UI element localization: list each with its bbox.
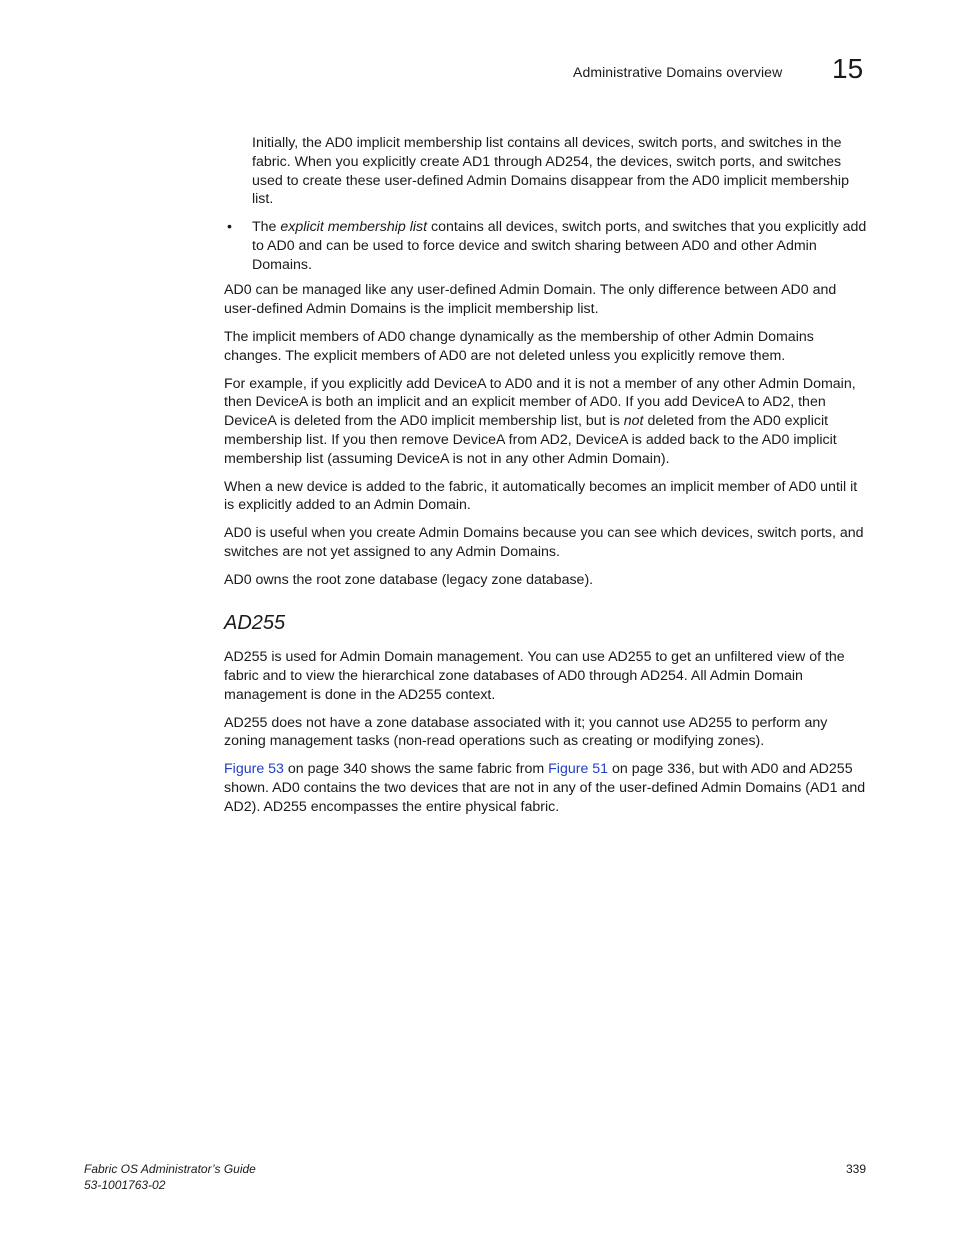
paragraph-example bbox=[224, 375, 870, 469]
paragraph-ad0-useful: AD0 is useful when you create Admin Domains because you can see which devices, switch ports, and switches are not yet assigned to any Admin Domains. bbox=[224, 525, 864, 561]
bullet-item-explicit-list bbox=[224, 218, 870, 274]
section-heading-ad255: AD255 bbox=[224, 612, 286, 635]
page-body bbox=[224, 134, 870, 826]
figure-ref-text-2: on page 336, but with AD0 and AD255 shown. AD0 contains the two devices that are not in any of the user-defined Admin Domains (AD1 and AD2). AD255 encompasses the entire physical fabric. bbox=[224, 761, 866, 815]
example-text-after: deleted from the AD0 explicit membership list. If you then remove DeviceA from AD2, DeviceA is added back to the AD0 implicit membership list (assuming DeviceA is not in any other Admin Domain). bbox=[224, 413, 837, 467]
paragraph-root-zone: AD0 owns the root zone database (legacy zone database). bbox=[224, 572, 594, 589]
paragraph-ad0-implicit-intro: Initially, the AD0 implicit membership list contains all devices, switch ports, and switches in the fabric. When you explicitly create AD1 through AD254, the devices, switch ports, and switches used to create these user-defined Admin Domains disappear from the AD0 implicit membership list. bbox=[252, 135, 849, 208]
bullet-emphasis: explicit membership list bbox=[280, 219, 428, 236]
figure-51-link[interactable]: Figure 51 bbox=[548, 761, 609, 778]
footer-page-number: 339 bbox=[846, 1162, 867, 1176]
paragraph-ad255-no-zone-db: AD255 does not have a zone database associated with it; you cannot use AD255 to perform any zoning management tasks (non-read operations such as creating or modifying zones). bbox=[224, 714, 828, 750]
bullet-text-before: The bbox=[252, 219, 281, 236]
footer-doc-number: 53-1001763-02 bbox=[84, 1177, 166, 1192]
chapter-number: 15 bbox=[832, 53, 864, 84]
paragraph-ad255-usage: AD255 is used for Admin Domain management. You can use AD255 to get an unfiltered view of the fabric and to view the hierarchical zone databases of AD0 through AD254. All Admin Domain management is done in the AD255 context. bbox=[224, 649, 845, 703]
example-text-before: For example, if you explicitly add DeviceA to AD0 and it is not a member of any other Admin Domain, then DeviceA is both an implicit and an explicit member of AD0. If you add DeviceA to AD2, then DeviceA is deleted from the AD0 implicit membership list, but is bbox=[224, 375, 856, 430]
example-emphasis: not bbox=[623, 413, 644, 430]
footer-doc-title: Fabric OS Administrator’s Guide bbox=[84, 1162, 256, 1176]
paragraph-ad0-managed: AD0 can be managed like any user-defined Admin Domain. The only difference between AD0 and user-defined Admin Domains is the implicit membership list. bbox=[224, 281, 837, 317]
figure-ref-text-1: on page 340 shows the same fabric from bbox=[283, 761, 549, 778]
paragraph-figure-reference bbox=[224, 760, 870, 816]
bullet-marker: • bbox=[227, 219, 232, 236]
paragraph-implicit-members: The implicit members of AD0 change dynamically as the membership of other Admin Domains changes. The explicit members of AD0 are not deleted unless you explicitly remove them. bbox=[224, 328, 814, 364]
footer-doc-info bbox=[84, 1162, 256, 1193]
running-header-title: Administrative Domains overview bbox=[573, 64, 783, 80]
figure-53-link[interactable]: Figure 53 bbox=[224, 761, 284, 778]
bullet-text-after: contains all devices, switch ports, and switches that you explicitly add to AD0 and can be used to force device and switch sharing between AD0 and other Admin Domains. bbox=[252, 219, 867, 273]
paragraph-new-device: When a new device is added to the fabric, it automatically becomes an implicit member of AD0 until it is explicitly added to an Admin Domain. bbox=[224, 478, 858, 514]
